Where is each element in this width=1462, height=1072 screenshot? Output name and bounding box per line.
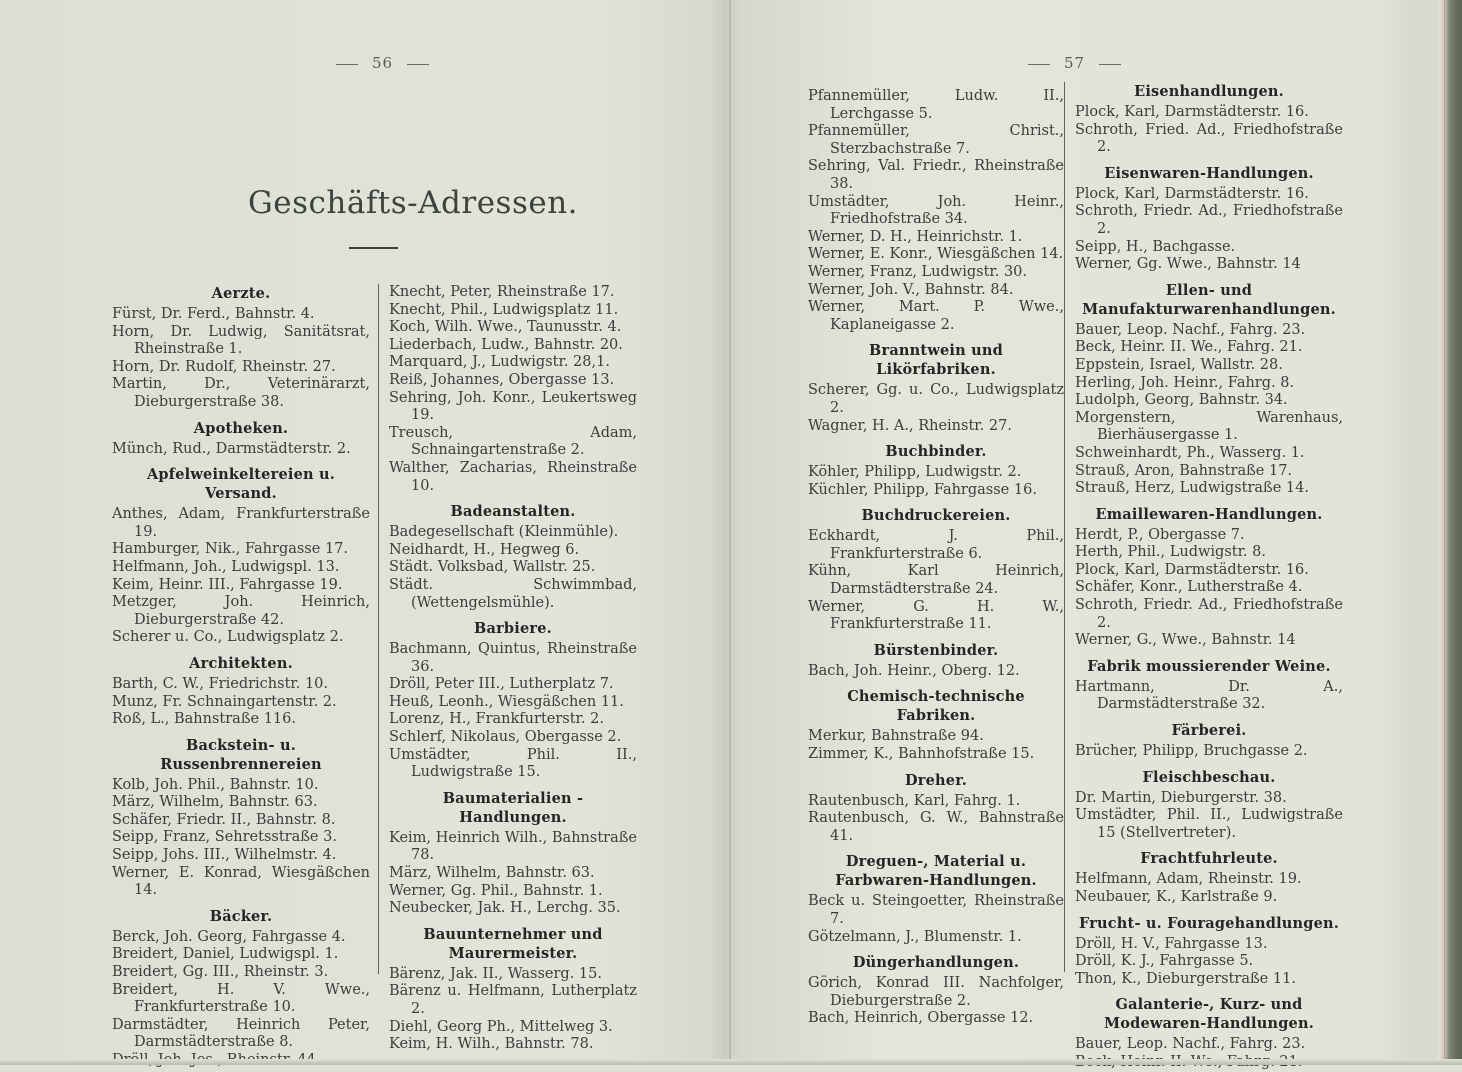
directory-entry: Sehring, Joh. Konr., Leukertsweg 19. xyxy=(389,389,637,424)
section-heading: Frucht- u. Fouragehandlungen. xyxy=(1078,914,1340,932)
directory-entry: Horn, Dr. Rudolf, Rheinstr. 27. xyxy=(112,358,336,375)
directory-entry: Schroth, Friedr. Ad., Friedhofstraße 2. xyxy=(1075,597,1343,631)
directory-entry: Werner, G., Wwe., Bahnstr. 14 xyxy=(1075,632,1296,649)
section-heading: Architekten. xyxy=(189,654,293,672)
folio-text: 56 xyxy=(372,54,394,72)
directory-section xyxy=(808,341,1064,435)
directory-entry: Heuß, Leonh., Wiesgäßchen 11. xyxy=(389,693,624,710)
directory-entry: Martin, Dr., Veterinärarzt, Dieburgerstraße 38. xyxy=(112,376,370,410)
directory-entry: Bauer, Leop. Nachf., Fahrg. 23. xyxy=(1075,1036,1306,1053)
directory-entry: Beck, Heinr. II. We., Fahrg. 21. xyxy=(1075,339,1303,356)
directory-entry: Herth, Phil., Ludwigstr. 8. xyxy=(1075,544,1266,561)
directory-entry: Breidert, Daniel, Ludwigspl. 1. xyxy=(112,946,339,963)
directory-entry: Keim, Heinr. III., Fahrgasse 19. xyxy=(112,576,343,593)
section-heading: Fabrik moussierender Weine. xyxy=(1087,657,1331,675)
folio-text: 57 xyxy=(1064,54,1086,72)
section-heading: Eisenwaren-Handlungen. xyxy=(1104,164,1314,182)
directory-entry: Städt. Schwimmbad, (Wettengelsmühle). xyxy=(389,576,637,611)
directory-entry: Metzger, Joh. Heinrich, Dieburgerstraße 42. xyxy=(112,594,370,628)
directory-entry: Küchler, Philipp, Fahrgasse 16. xyxy=(808,481,1037,498)
directory-entry: Liederbach, Ludw., Bahnstr. 20. xyxy=(389,336,623,353)
section-heading: Bürstenbinder. xyxy=(873,641,999,659)
page-57 xyxy=(731,0,1442,1065)
directory-entry: Ludolph, Georg, Bahnstr. 34. xyxy=(1075,392,1288,409)
directory-entry: Fürst, Dr. Ferd., Bahnstr. 4. xyxy=(112,306,315,322)
section-heading: Chemisch-technische Fabriken. xyxy=(847,688,1025,725)
section-heading: Färberei. xyxy=(1171,722,1247,740)
directory-entry: Plock, Karl, Darmstädterstr. 16. xyxy=(1075,185,1309,202)
directory-entry: Barth, C. W., Friedrichstr. 10. xyxy=(112,675,329,692)
section-heading: Dreher. xyxy=(905,771,967,789)
directory-section xyxy=(1075,721,1343,761)
right-column-2 xyxy=(1064,82,1343,1053)
directory-entry: Schroth, Friedr. Ad., Friedhofstraße 2. xyxy=(1075,203,1343,237)
directory-entry: Werner, Franz, Ludwigstr. 30. xyxy=(808,263,1028,280)
directory-section xyxy=(808,506,1064,634)
page-56 xyxy=(0,0,730,1065)
directory-entry: Werner, E. Konrad, Wiesgäßchen 14. xyxy=(112,864,370,899)
directory-section xyxy=(1075,849,1343,906)
directory-section xyxy=(112,654,370,729)
directory-entry: Dröll, Peter III., Lutherplatz 7. xyxy=(389,676,614,693)
directory-entry: Sehring, Val. Friedr., Rheinstraße 38. xyxy=(808,158,1064,192)
section-heading: Bäcker. xyxy=(209,907,273,925)
directory-entry: Bach, Joh. Heinr., Oberg. 12. xyxy=(808,662,1020,679)
directory-entry: Walther, Zacharias, Rheinstraße 10. xyxy=(389,459,637,494)
directory-entry: Neidhardt, H., Hegweg 6. xyxy=(389,541,580,558)
section-heading: Emaillewaren-Handlungen. xyxy=(1095,505,1323,523)
directory-section xyxy=(389,619,637,782)
section-heading: Aerzte. xyxy=(211,285,271,302)
title-rule xyxy=(349,247,398,249)
section-heading: Badeanstalten. xyxy=(450,503,576,521)
section-heading: Branntwein und Likörfabriken. xyxy=(869,342,1003,379)
directory-entry: Reiß, Johannes, Obergasse 13. xyxy=(389,371,615,388)
directory-entry: Köhler, Philipp, Ludwigstr. 2. xyxy=(808,464,1022,481)
directory-entry: Strauß, Aron, Bahnstraße 17. xyxy=(1075,462,1293,479)
directory-entry: Plock, Karl, Darmstädterstr. 16. xyxy=(1075,104,1309,120)
directory-entry: Scherer u. Co., Ludwigsplatz 2. xyxy=(112,629,344,646)
section-heading: Buchdruckereien. xyxy=(861,507,1011,525)
directory-entry: Merkur, Bahnstraße 94. xyxy=(808,728,984,745)
section-heading: Düngerhandlungen. xyxy=(852,954,1020,972)
section-heading: Ellen- und Manufakturwarenhandlungen. xyxy=(1082,281,1336,318)
directory-section xyxy=(389,284,637,495)
directory-entry: Werner, G. H. W., Frankfurterstraße 11. xyxy=(808,598,1064,633)
directory-entry: Schweinhardt, Ph., Wasserg. 1. xyxy=(1075,444,1305,461)
directory-entry: Rautenbusch, Karl, Fahrg. 1. xyxy=(808,792,1021,809)
directory-entry: Bach, Heinrich, Obergasse 12. xyxy=(808,1010,1034,1027)
directory-entry: Knecht, Phil., Ludwigsplatz 11. xyxy=(389,301,619,318)
directory-section xyxy=(1075,657,1343,714)
directory-entry: Helfmann, Joh., Ludwigspl. 13. xyxy=(112,558,340,575)
directory-entry: Bärenz, Jak. II., Wasserg. 15. xyxy=(389,965,602,982)
directory-entry: März, Wilhelm, Bahnstr. 63. xyxy=(389,865,595,882)
directory-entry: Schäfer, Konr., Lutherstraße 4. xyxy=(1075,579,1303,596)
directory-entry: Hamburger, Nik., Fahrgasse 17. xyxy=(112,541,349,558)
directory-section xyxy=(1075,281,1343,498)
directory-entry: Hartmann, Dr. A., Darmstädterstraße 32. xyxy=(1075,678,1343,713)
directory-entry: Görich, Konrad III. Nachfolger, Dieburgerstraße 2. xyxy=(808,975,1064,1009)
directory-entry: Neubauer, K., Karlstraße 9. xyxy=(1075,889,1278,905)
directory-entry: Pfannemüller, Ludw. II., Lerchgasse 5. xyxy=(808,88,1064,122)
directory-entry: Keim, H. Wilh., Bahnstr. 78. xyxy=(389,1036,594,1053)
directory-entry: Treusch, Adam, Schnaingartenstraße 2. xyxy=(389,424,637,459)
directory-entry: Eckhardt, J. Phil., Frankfurterstraße 6. xyxy=(808,528,1064,562)
left-column-1 xyxy=(112,284,370,1070)
directory-section xyxy=(808,641,1064,681)
directory-entry: Werner, Gg. Phil., Bahnstr. 1. xyxy=(389,882,603,899)
directory-entry: Badegesellschaft (Kleinmühle). xyxy=(389,524,619,541)
directory-entry: Morgenstern, Warenhaus, Bierhäusergasse 1. xyxy=(1075,409,1343,444)
directory-entry: Werner, Gg. Wwe., Bahnstr. 14 xyxy=(1075,256,1301,273)
directory-entry: Werner, Mart. P. Wwe., Kaplaneigasse 2. xyxy=(808,299,1064,333)
directory-section xyxy=(389,502,637,612)
directory-entry: Dr. Martin, Dieburgerstr. 38. xyxy=(1075,789,1287,806)
directory-section xyxy=(112,419,370,459)
directory-entry: Herdt, P., Obergasse 7. xyxy=(1075,526,1245,543)
directory-entry: Lorenz, H., Frankfurterstr. 2. xyxy=(389,711,604,728)
directory-entry: Bauer, Leop. Nachf., Fahrg. 23. xyxy=(1075,321,1306,338)
directory-section xyxy=(1075,914,1343,989)
directory-entry: Strauß, Herz, Ludwigstraße 14. xyxy=(1075,480,1309,497)
directory-entry: Herling, Joh. Heinr., Fahrg. 8. xyxy=(1075,374,1295,391)
section-heading: Fleischbeschau. xyxy=(1142,768,1276,786)
folio-dash xyxy=(336,64,358,65)
directory-entry: Umstädter, Phil. II., Ludwigstraße 15. xyxy=(389,746,637,781)
page-number-left xyxy=(322,54,443,72)
directory-entry: Wagner, H. A., Rheinstr. 27. xyxy=(808,417,1012,434)
section-heading: Galanterie-, Kurz- und Modewaren-Handlungen. xyxy=(1104,996,1314,1033)
directory-entry: Schlerf, Nikolaus, Obergasse 2. xyxy=(389,729,622,746)
section-heading: Apfelweinkeltereien u. Versand. xyxy=(146,466,335,503)
directory-entry: Helfmann, Adam, Rheinstr. 19. xyxy=(1075,871,1302,888)
directory-entry: Roß, L., Bahnstraße 116. xyxy=(112,711,296,728)
directory-entry: Breidert, Gg. III., Rheinstr. 3. xyxy=(112,964,329,981)
directory-entry: Rautenbusch, G. W., Bahnstraße 41. xyxy=(808,810,1064,844)
directory-entry: Neubecker, Jak. H., Lerchg. 35. xyxy=(389,900,621,917)
directory-entry: Eppstein, Israel, Wallstr. 28. xyxy=(1075,356,1283,373)
directory-entry: Schroth, Fried. Ad., Friedhofstraße 2. xyxy=(1075,121,1343,156)
left-column-2 xyxy=(378,284,637,1053)
directory-entry: Dröll, K. J., Fahrgasse 5. xyxy=(1075,953,1254,970)
directory-entry: Beck u. Steingoetter, Rheinstraße 7. xyxy=(808,893,1064,927)
directory-entry: Marquard, J., Ludwigstr. 28,1. xyxy=(389,354,610,371)
directory-entry: Städt. Volksbad, Wallstr. 25. xyxy=(389,559,596,576)
directory-entry: Umstädter, Joh. Heinr., Friedhofstraße 34. xyxy=(808,193,1064,228)
directory-entry: Keim, Heinrich Wilh., Bahnstraße 78. xyxy=(389,829,637,864)
directory-section xyxy=(389,789,637,918)
section-heading: Apotheken. xyxy=(193,419,289,437)
directory-section xyxy=(112,907,370,1070)
directory-entry: Berck, Joh. Georg, Fahrgasse 4. xyxy=(112,928,346,945)
directory-entry: Thon, K., Dieburgerstraße 11. xyxy=(1075,970,1296,987)
section-heading: Dreguen-, Material u. Farbwaren-Handlungen. xyxy=(835,853,1037,890)
directory-entry: Seipp, Franz, Sehretsstraße 3. xyxy=(112,829,337,846)
directory-section xyxy=(1075,505,1343,650)
directory-section xyxy=(1075,82,1343,157)
directory-entry: Diehl, Georg Ph., Mittelweg 3. xyxy=(389,1018,613,1035)
page-edge-bottom xyxy=(0,1059,1462,1065)
directory-section xyxy=(112,736,370,900)
folio-dash xyxy=(1028,64,1050,65)
directory-entry: Dröll, H. V., Fahrgasse 13. xyxy=(1075,935,1268,952)
directory-entry: Plock, Karl, Darmstädterstr. 16. xyxy=(1075,561,1309,578)
section-heading: Bauunternehmer und Maurermeister. xyxy=(423,925,603,962)
directory-entry: Koch, Wilh. Wwe., Taunusstr. 4. xyxy=(389,319,622,336)
folio-dash xyxy=(407,64,429,65)
directory-entry: Zimmer, K., Bahnhofstraße 15. xyxy=(808,746,1035,763)
chapter-title: Geschäfts-Adressen. xyxy=(248,185,579,221)
directory-entry: Seipp, H., Bachgasse. xyxy=(1075,238,1236,255)
directory-section xyxy=(808,442,1064,499)
section-heading: Baumaterialien - Handlungen. xyxy=(442,789,584,826)
directory-entry: Umstädter, Phil. II., Ludwigstraße 15 (Stellvertreter). xyxy=(1075,807,1343,841)
directory-entry: Werner, D. H., Heinrichstr. 1. xyxy=(808,228,1023,245)
directory-entry: März, Wilhelm, Bahnstr. 63. xyxy=(112,794,318,811)
section-heading: Barbiere. xyxy=(474,620,552,638)
directory-section xyxy=(1075,768,1343,843)
directory-entry: Götzelmann, J., Blumenstr. 1. xyxy=(808,928,1022,945)
directory-entry: Kolb, Joh. Phil., Bahnstr. 10. xyxy=(112,776,319,793)
directory-section xyxy=(808,771,1064,846)
directory-entry: Brücher, Philipp, Bruchgasse 2. xyxy=(1075,743,1308,760)
directory-entry: Darmstädter, Heinrich Peter, Darmstädterstraße 8. xyxy=(112,1016,370,1051)
directory-entry: Pfannemüller, Christ., Sterzbachstraße 7. xyxy=(808,123,1064,157)
page-edge-right xyxy=(1444,0,1462,1065)
directory-section xyxy=(1075,164,1343,274)
directory-entry: Breidert, H. V. Wwe., Frankfurterstraße 10. xyxy=(112,981,370,1016)
directory-entry: Munz, Fr. Schnaingartenstr. 2. xyxy=(112,693,337,710)
directory-entry: Horn, Dr. Ludwig, Sanitätsrat, Rheinstraße 1. xyxy=(112,323,370,358)
directory-entry: Scherer, Gg. u. Co., Ludwigsplatz 2. xyxy=(808,382,1064,416)
directory-entry: Bärenz u. Helfmann, Lutherplatz 2. xyxy=(389,983,637,1017)
folio-dash xyxy=(1099,64,1121,65)
section-heading: Buchbinder. xyxy=(885,443,987,461)
directory-section xyxy=(112,284,370,412)
directory-entry: Knecht, Peter, Rheinstraße 17. xyxy=(389,284,615,300)
directory-entry: Seipp, Johs. III., Wilhelmstr. 4. xyxy=(112,847,337,864)
directory-section xyxy=(808,852,1064,946)
directory-section xyxy=(808,88,1064,334)
directory-entry: Anthes, Adam, Frankfurterstraße 19. xyxy=(112,506,370,540)
page-number-right xyxy=(1014,54,1135,72)
directory-entry: Kühn, Karl Heinrich, Darmstädterstraße 24. xyxy=(808,563,1064,598)
directory-section xyxy=(808,953,1064,1028)
right-column-1 xyxy=(808,88,1064,1028)
directory-entry: Werner, Joh. V., Bahnstr. 84. xyxy=(808,281,1014,298)
directory-section xyxy=(112,465,370,647)
directory-entry: Schäfer, Friedr. II., Bahnstr. 8. xyxy=(112,811,336,828)
directory-section xyxy=(389,925,637,1054)
section-heading: Backstein- u. Russenbrennereien xyxy=(160,736,322,773)
section-heading: Eisenhandlungen. xyxy=(1134,83,1284,100)
directory-entry: Bachmann, Quintus, Rheinstraße 36. xyxy=(389,641,637,675)
directory-entry: Werner, E. Konr., Wiesgäßchen 14. xyxy=(808,246,1064,263)
section-heading: Frachtfuhrleute. xyxy=(1140,850,1278,868)
directory-section xyxy=(808,687,1064,763)
directory-entry: Münch, Rud., Darmstädterstr. 2. xyxy=(112,440,351,457)
